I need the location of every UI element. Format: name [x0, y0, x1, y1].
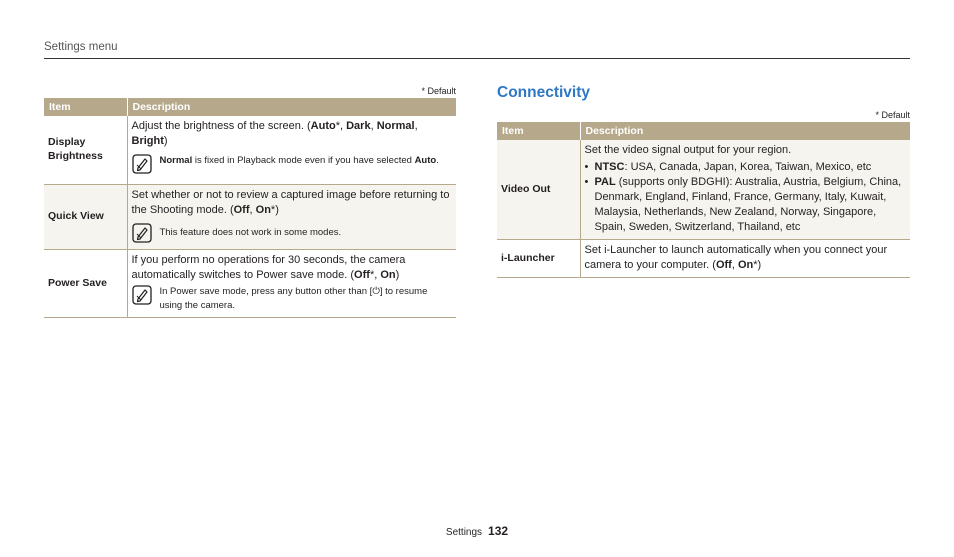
row-description [127, 249, 456, 317]
description-text: If you perform no operations for 30 seconds, the camera automatically switches to Power save mode. (Off*, On) [131, 253, 406, 281]
note-text: Normal is fixed in Playback mode even if you have selected Auto. [159, 155, 439, 166]
section-title-connectivity: Connectivity [497, 84, 591, 101]
running-header: Settings menu [44, 41, 118, 53]
table-header-row [44, 98, 456, 116]
col-header-item: Item [497, 122, 580, 140]
note-pencil-icon [132, 285, 152, 305]
table-row [497, 140, 910, 240]
col-header-item: Item [44, 98, 127, 116]
page-footer [0, 524, 954, 538]
footer-label: Settings [445, 527, 483, 538]
item-i-launcher: i-Launcher [497, 240, 580, 278]
table-header-row [497, 122, 910, 140]
display-settings-table [44, 98, 456, 318]
row-description [127, 116, 456, 184]
header-divider [44, 58, 910, 59]
row-description [580, 240, 910, 278]
table-row [44, 184, 456, 249]
item-power-save: Power Save [44, 249, 127, 317]
note-text: This feature does not work in some modes. [159, 226, 342, 238]
row-description [127, 184, 456, 249]
col-header-description: Description [127, 98, 456, 116]
note [132, 285, 452, 313]
item-display-brightness: Display Brightness [44, 116, 127, 184]
note-pencil-icon [132, 154, 152, 174]
note [132, 154, 452, 174]
bullet-list [585, 160, 906, 235]
row-description [580, 140, 910, 240]
note-pencil-icon [132, 223, 152, 243]
table-row [44, 116, 456, 184]
list-item: • PAL (supports only BDGHI): Australia, Austria, Belgium, China, Denmark, England, Finland, France, Germany, Italy, Kuwait, Malaysia, Netherlands, New Zealand, Norway, Singapore, Spain, Sweden, Switzerland, Thailand, etc [595, 175, 906, 235]
description-text: Set i-Launcher to launch automatically when you connect your camera to your computer. (Off, On*) [584, 244, 888, 271]
table-row [497, 240, 910, 278]
default-note: * Default [875, 110, 910, 120]
item-quick-view: Quick View [44, 184, 127, 249]
note [132, 223, 452, 243]
default-note: * Default [421, 86, 456, 96]
note-text: In Power save mode, press any button other than [⏻] to resume using the camera. [159, 285, 428, 311]
list-item: • NTSC: USA, Canada, Japan, Korea, Taiwan, Mexico, etc [595, 160, 906, 175]
page-number: 132 [488, 524, 509, 538]
description-text: Adjust the brightness of the screen. (Auto*, Dark, Normal, Bright) [131, 120, 418, 147]
power-icon: ⏻ [372, 285, 380, 297]
item-video-out: Video Out [497, 140, 580, 240]
left-column [44, 84, 456, 318]
right-column [497, 108, 910, 278]
description-text: Set whether or not to review a captured image before returning to the Shooting mode. (Off, On*) [131, 188, 450, 216]
col-header-description: Description [580, 122, 910, 140]
description-text: Set the video signal output for your region. [584, 144, 792, 156]
table-row [44, 249, 456, 317]
connectivity-table [497, 122, 910, 278]
